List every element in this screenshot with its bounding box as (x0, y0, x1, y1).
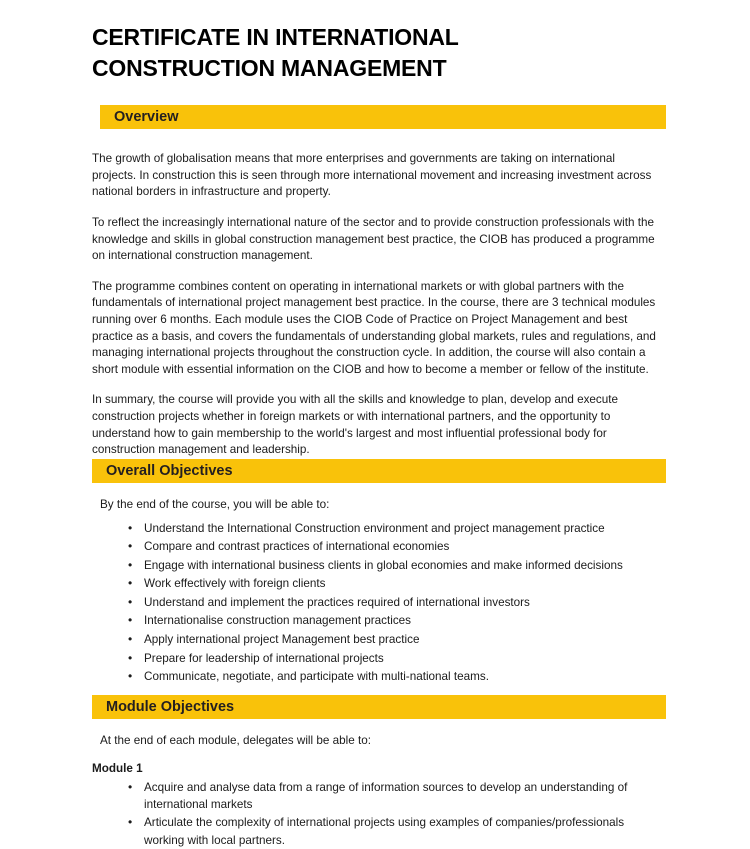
overview-paragraph-1: The growth of globalisation means that more enterprises and governments are taking on international projects. In construction this is seen through more international movement and increasing investment across national borders in infrastructure and property. (92, 152, 652, 199)
section-heading-overview: Overview (114, 108, 179, 125)
list-item: • Acquire and analyse data from a range of information sources to develop an understanding of international markets (144, 779, 664, 813)
overview-paragraph-2: To reflect the increasingly international nature of the sector and to provide construction professionals with the knowledge and skills in global construction management best practice, the CIOB has produced a programme on international construction management. (92, 215, 655, 263)
overview-paragraph-4: In summary, the course will provide you with all the skills and knowledge to plan, develop and execute construction projects whether in foreign markets or with international partners, and the opportunity to understand how to gain membership to the world's largest and most influential professional body for construction management and leadership. (92, 393, 619, 457)
list-item: • Internationalise construction management practices (144, 612, 664, 629)
page-title: CERTIFICATE IN INTERNATIONAL CONSTRUCTION MANAGEMENT (92, 24, 459, 81)
list-item: • Articulate the complexity of international projects using examples of companies/professionals working with local partners. (144, 814, 664, 848)
list-item: • Apply international project Management best practice (144, 631, 664, 648)
section-overview (92, 105, 666, 459)
list-item: • Communicate, negotiate, and participate with multi-national teams. (144, 668, 664, 685)
section-heading-band-module-objectives (92, 695, 666, 719)
section-heading-band-overall-objectives (92, 459, 666, 483)
list-item: • Understand and implement the practices required of international investors (144, 594, 664, 611)
list-item: • Prepare for leadership of international projects (144, 650, 664, 667)
module-objectives-intro: At the end of each module, delegates will be able to: (100, 734, 371, 748)
module-1-label: Module 1 (92, 761, 143, 775)
list-item: • Understand the International Construction environment and project management practice (144, 520, 664, 537)
module-1-list (92, 779, 666, 849)
list-item: • Work effectively with foreign clients (144, 575, 664, 592)
section-heading-module-objectives: Module Objectives (106, 698, 235, 715)
overall-objectives-list (92, 520, 666, 686)
overview-paragraph-3: The programme combines content on operating in international markets or with global partners with the fundamentals of international project management best practice. In the course, there are 3 technical modules running over 6 months. Each module uses the CIOB Code of Practice on Project Management and best practice as a basis, and covers the fundamentals of understanding global markets, rules and regulations, and managing international projects throughout the construction cycle. In addition, the course will also contain a short module with essential information on the CIOB and how to become a member or fellow of the institute. (92, 279, 656, 376)
section-heading-overall-objectives: Overall Objectives (106, 462, 233, 479)
section-module-objectives (92, 695, 666, 848)
section-overall-objectives (92, 459, 666, 685)
list-item: • Engage with international business clients in global economies and make informed decisions (144, 557, 664, 574)
overall-objectives-intro: By the end of the course, you will be able to: (100, 497, 330, 511)
section-heading-band-overview (100, 105, 666, 129)
list-item: • Compare and contrast practices of international economies (144, 538, 664, 555)
